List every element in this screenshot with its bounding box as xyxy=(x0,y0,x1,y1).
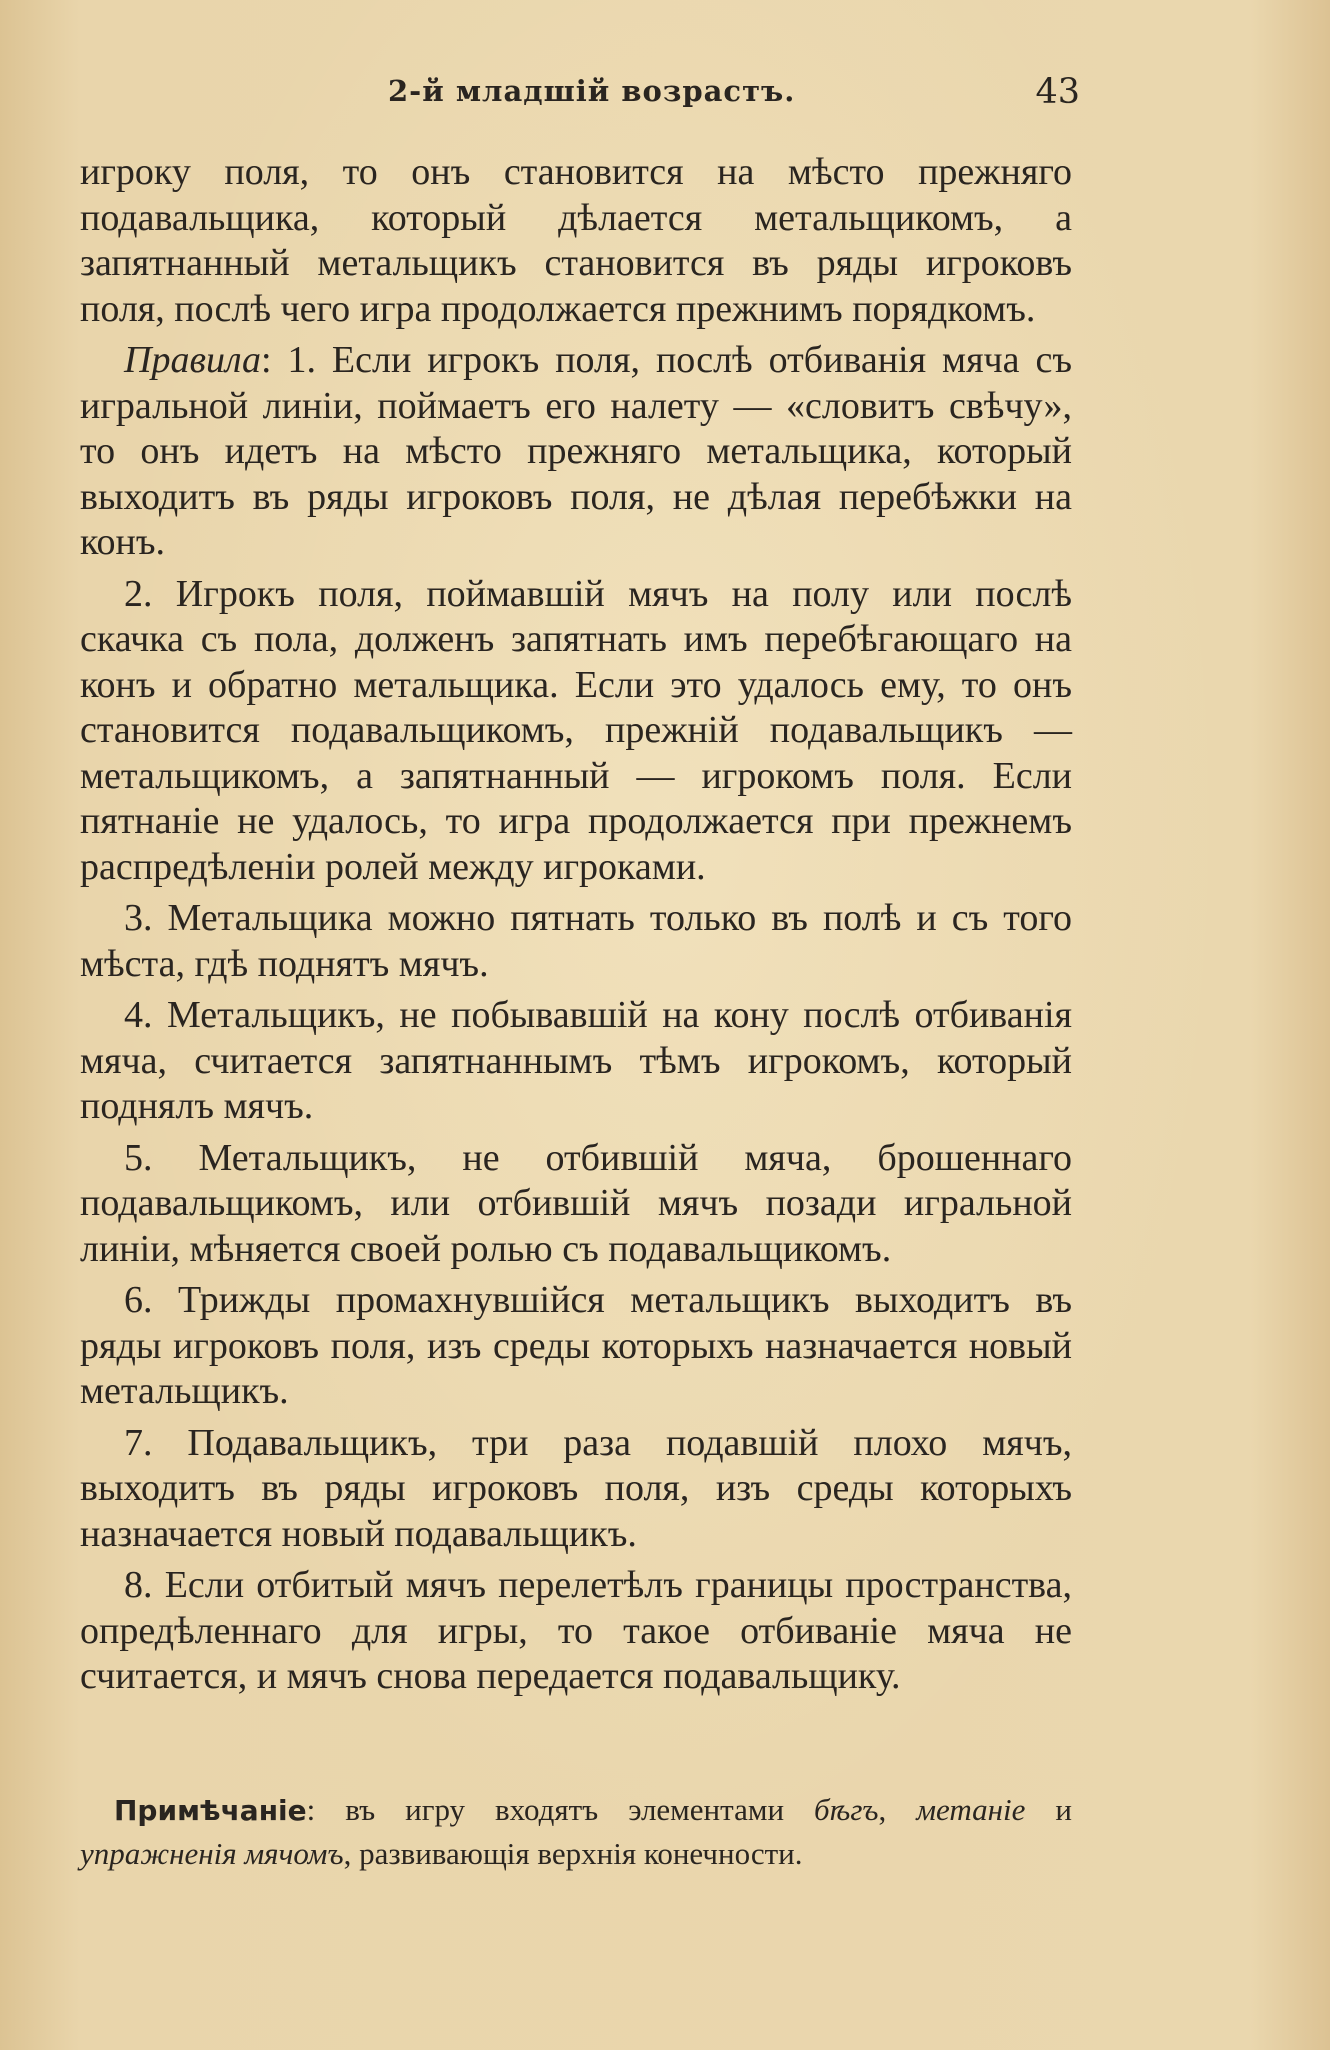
note-text-4: , развивающія верхнія конечности. xyxy=(343,1836,803,1871)
rule-6: 6. Трижды промахнувшійся метальщикъ выходитъ въ ряды игроковъ поля, изъ среды которыхъ назначается новый метальщикъ. xyxy=(80,1279,1072,1412)
note-em-throw: метаніе xyxy=(916,1792,1026,1827)
note-text-1: : въ игру входятъ элементами xyxy=(306,1792,815,1827)
page-number: 43 xyxy=(1035,72,1080,112)
page-header xyxy=(80,74,1080,114)
note-label: Примѣчаніе xyxy=(114,1794,307,1827)
running-title: 2-й младшій возрастъ. xyxy=(388,74,796,108)
rule-1 xyxy=(80,338,1072,566)
paragraph-continuation: игроку поля, то онъ становится на мѣсто прежняго подавальщика, который дѣлается метальщикомъ, а запятнанный метальщикъ становится въ ряды игроковъ поля, послѣ чего игра продолжается прежнимъ порядкомъ. xyxy=(80,151,1072,330)
rule-3: 3. Метальщика можно пятнать только въ полѣ и съ того мѣста, гдѣ поднятъ мячъ. xyxy=(80,897,1072,985)
note-em-run: бѣгъ xyxy=(814,1792,879,1827)
note-text-3: и xyxy=(1025,1792,1072,1827)
note-em-ball: упражненія мячомъ xyxy=(80,1836,344,1871)
body-text xyxy=(80,150,1072,1706)
note-text-2: , xyxy=(878,1792,917,1827)
rule-4: 4. Метальщикъ, не побывавшій на кону послѣ отбиванія мяча, считается запятнаннымъ тѣмъ игрокомъ, который поднялъ мячъ. xyxy=(80,994,1072,1127)
rule-7: 7. Подавальщикъ, три раза подавшій плохо мячъ, выходитъ въ ряды игроковъ поля, изъ среды которыхъ назначается новый подавальщикъ. xyxy=(80,1421,1072,1555)
footnote xyxy=(80,1788,1072,1875)
rules-label: Правила xyxy=(124,339,261,381)
rule-2: 2. Игрокъ поля, поймавшій мячъ на полу или послѣ скачка съ пола, долженъ запятнать имъ перебѣгающаго на конъ и обратно метальщика. Если это удалось ему, то онъ становится подавальщикомъ, прежній подавальщикъ — метальщикомъ, а запятнанный — игрокомъ поля. Если пятнаніе не удалось, то игра продолжается при прежнемъ распредѣленіи ролей между игроками. xyxy=(80,572,1072,888)
rule-1-text: : 1. Если игрокъ поля, послѣ отбиванія мяча съ игральной линіи, поймаетъ его налету — «словитъ свѣчу», то онъ идетъ на мѣсто прежняго метальщика, который выходитъ въ ряды игроковъ поля, не дѣлая перебѣжки на конъ. xyxy=(80,339,1072,563)
rule-5: 5. Метальщикъ, не отбившій мяча, брошеннаго подавальщикомъ, или отбившій мячъ позади игральной линіи, мѣняется своей ролью съ подавальщикомъ. xyxy=(80,1136,1072,1270)
rule-8: 8. Если отбитый мячъ перелетѣлъ границы пространства, опредѣленнаго для игры, то такое отбиваніе мяча не считается, и мячъ снова передается подавальщику. xyxy=(80,1564,1072,1697)
